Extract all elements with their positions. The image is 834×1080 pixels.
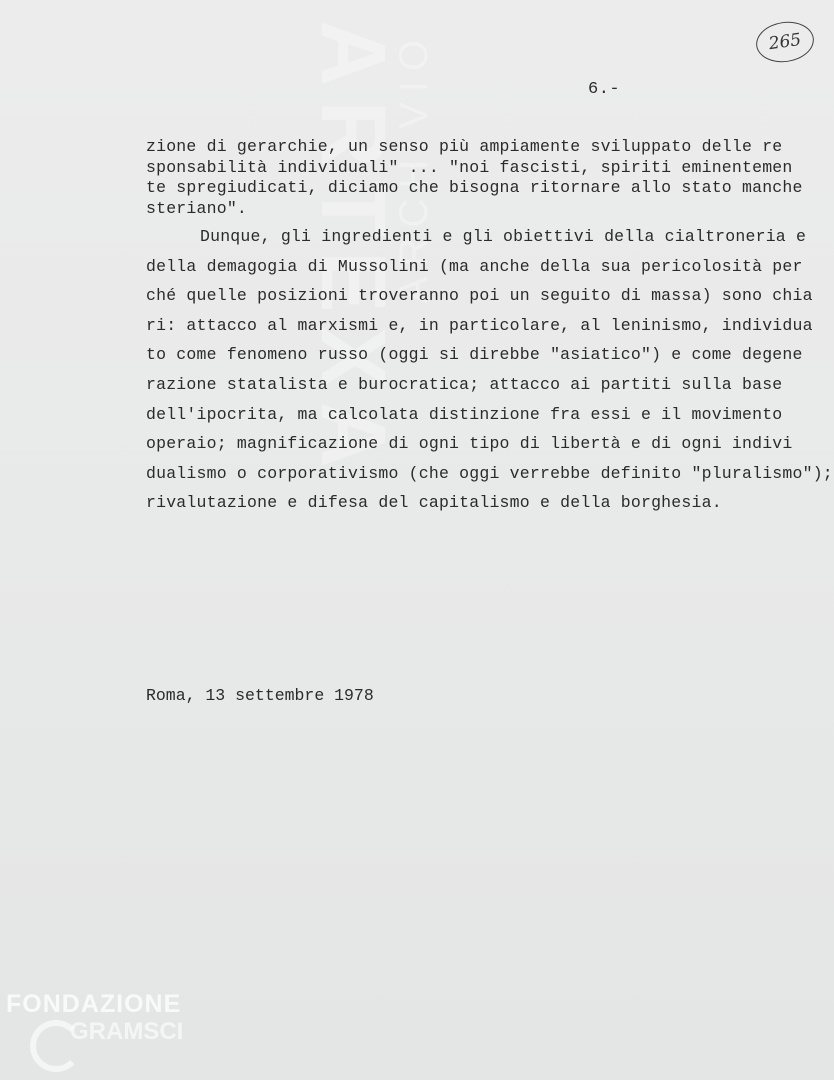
text-line: steriano". (146, 198, 248, 218)
date-line: Roma, 13 settembre 1978 (146, 686, 374, 705)
archive-number-stamp: 265 (753, 18, 816, 66)
page-number: 6.- (588, 80, 621, 99)
paragraph-continuation (146, 137, 803, 219)
foundation-name-2: GRAMSCI (70, 1018, 184, 1045)
text-line: sponsabilità individuali" ... "noi fascisti, spiriti eminentemen (146, 157, 793, 177)
foundation-name: FONDAZIONE (6, 990, 182, 1018)
text-line: to come fenomeno russo (oggi si direbbe "asiatico") e come degene (146, 345, 803, 365)
text-line: dualismo o corporativismo (che oggi verrebbe definito "pluralismo"); (146, 463, 833, 483)
text-line: della demagogia di Mussolini (ma anche della sua pericolosità per (146, 256, 803, 276)
text-line: te spregiudicati, diciamo che bisogna ritornare allo stato manche (146, 178, 803, 197)
foundation-logo-watermark (0, 990, 210, 1080)
text-line: ri: attacco al marxismi e, in particolare, al leninismo, individua (146, 315, 813, 335)
text-line: operaio; magnificazione di ogni tipo di libertà e di ogni indivi (146, 434, 793, 454)
archive-watermark: ARCHIVIO (392, 30, 436, 304)
text-line: Dunque, gli ingredienti e gli obiettivi della cialtroneria e (200, 227, 807, 246)
text-line: razione statalista e burocratica; attacco ai partiti sulla base (146, 374, 783, 394)
text-line: ché quelle posizioni troveranno poi un seguito di massa) sono chia (146, 286, 813, 306)
text-line: dell'ipocrita, ma calcolata distinzione fra essi e il movimento (146, 404, 783, 424)
text-line: zione di gerarchie, un senso più ampiamente sviluppato delle re (146, 137, 783, 156)
paragraph-dunque (146, 222, 833, 518)
artexa-watermark: ARTEXA (302, 20, 404, 483)
text-line: rivalutazione e difesa del capitalismo e della borghesia. (146, 493, 722, 513)
